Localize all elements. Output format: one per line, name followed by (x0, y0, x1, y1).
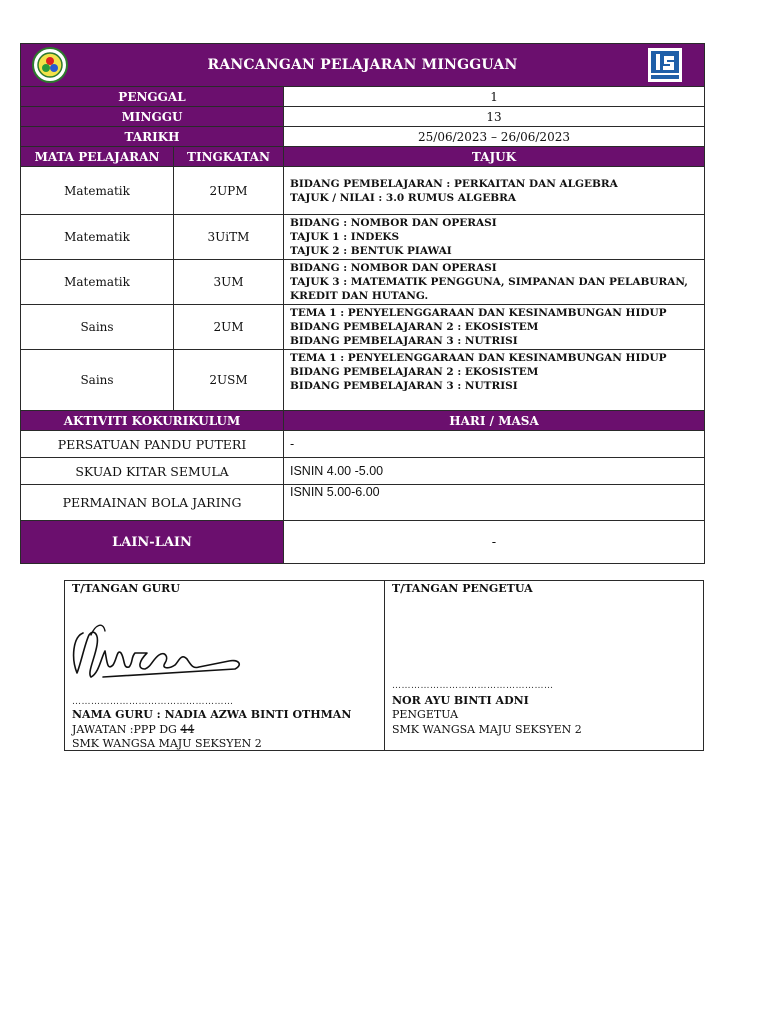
lesson-row (21, 167, 705, 215)
lesson-topic (284, 215, 705, 260)
topic-line: TAJUK 3 : MATEMATIK PENGGUNA, SIMPANAN DAN PELABURAN, (290, 276, 688, 288)
lesson-subject: Matematik (21, 260, 174, 305)
school-logo-icon (31, 47, 69, 83)
penggal-row (21, 87, 705, 107)
topic-line: BIDANG PEMBELAJARAN 2 : EKOSISTEM (290, 366, 539, 378)
activity-name: SKUAD KITAR SEMULA (21, 458, 284, 485)
topic-line: BIDANG : NOMBOR DAN OPERASI (290, 262, 497, 274)
minggu-value: 13 (284, 107, 705, 127)
page-title: RANCANGAN PELAJARAN MINGGUAN (207, 57, 518, 73)
topic-line: TAJUK / NILAI : 3.0 RUMUS ALGEBRA (290, 191, 516, 204)
topic-line: BIDANG : NOMBOR DAN OPERASI (290, 217, 497, 229)
activity-row (21, 458, 705, 485)
topic-line: BIDANG PEMBELAJARAN : PERKAITAN DAN ALGEBRA (290, 177, 618, 190)
column-header-row (21, 147, 705, 167)
penggal-value: 1 (284, 87, 705, 107)
title-cell (21, 44, 705, 87)
lesson-form: 3UM (174, 260, 284, 305)
tarikh-row (21, 127, 705, 147)
principal-name: NOR AYU BINTI ADNI (392, 694, 529, 707)
column-header-form: TINGKATAN (174, 147, 284, 167)
activity-row (21, 485, 705, 521)
topic-line: BIDANG PEMBELAJARAN 3 : NUTRISI (290, 335, 518, 347)
topic-line: TAJUK 1 : INDEKS (290, 231, 400, 243)
tarikh-value: 25/06/2023 – 26/06/2023 (284, 127, 705, 147)
activity-name: PERMAINAN BOLA JARING (21, 485, 284, 521)
teacher-position-prefix: JAWATAN :PPP DG (72, 723, 181, 736)
lesson-topic (284, 167, 705, 215)
activities-header-label: AKTIVITI KOKURIKULUM (21, 411, 284, 431)
lesson-form: 2UM (174, 305, 284, 350)
topic-line: BIDANG PEMBELAJARAN 2 : EKOSISTEM (290, 321, 539, 333)
penggal-label: PENGGAL (21, 87, 284, 107)
lesson-subject: Matematik (21, 167, 174, 215)
lesson-subject: Sains (21, 350, 174, 411)
lesson-topic (284, 260, 705, 305)
lesson-row (21, 215, 705, 260)
lesson-topic (284, 305, 705, 350)
topic-line: KREDIT DAN HUTANG. (290, 290, 429, 302)
teacher-signature-line: …………………………………………… (72, 697, 234, 707)
principal-signature-section (385, 581, 704, 750)
topic-line: TEMA 1 : PENYELENGGARAAN DAN KESINAMBUNGAN HIDUP (290, 307, 667, 319)
teacher-name: NAMA GURU : NADIA AZWA BINTI OTHMAN (72, 708, 352, 721)
minggu-row (21, 107, 705, 127)
topic-line: BIDANG PEMBELAJARAN 3 : NUTRISI (290, 380, 518, 392)
topic-line: TEMA 1 : PENYELENGGARAAN DAN KESINAMBUNGAN HIDUP (290, 352, 667, 364)
signature-box (64, 580, 704, 751)
principal-signature-heading: T/TANGAN PENGETUA (392, 582, 533, 595)
principal-signature-line: …………………………………………… (392, 681, 554, 691)
activities-header-time: HARI / MASA (284, 411, 705, 431)
teacher-signature-image (69, 603, 245, 685)
lesson-plan-sheet (20, 43, 704, 564)
tarikh-label: TARIKH (21, 127, 284, 147)
lesson-row (21, 260, 705, 305)
teacher-school: SMK WANGSA MAJU SEKSYEN 2 (72, 737, 262, 750)
lain-lain-label: LAIN-LAIN (21, 521, 284, 564)
activities-header-row (21, 411, 705, 431)
lesson-subject: Matematik (21, 215, 174, 260)
minggu-label: MINGGU (21, 107, 284, 127)
activity-time: ISNIN 5.00-6.00 (284, 485, 705, 521)
lesson-row (21, 350, 705, 411)
lesson-form: 2UPM (174, 167, 284, 215)
activity-time: ISNIN 4.00 -5.00 (284, 458, 705, 485)
activity-row (21, 431, 705, 458)
lesson-form: 3UiTM (174, 215, 284, 260)
lesson-form: 2USM (174, 350, 284, 411)
lain-lain-value: - (284, 521, 705, 564)
activity-name: PERSATUAN PANDU PUTERI (21, 431, 284, 458)
topic-line: TAJUK 2 : BENTUK PIAWAI (290, 245, 452, 257)
teacher-position-grade: 44 (180, 723, 195, 736)
activity-time: - (284, 431, 705, 458)
lesson-subject: Sains (21, 305, 174, 350)
title-row (21, 44, 705, 87)
lain-lain-row (21, 521, 705, 564)
principal-school: SMK WANGSA MAJU SEKSYEN 2 (392, 723, 582, 736)
column-header-topic: TAJUK (284, 147, 705, 167)
teacher-position (72, 723, 194, 736)
principal-title: PENGETUA (392, 708, 459, 721)
lesson-plan-table (20, 43, 705, 564)
lesson-topic (284, 350, 705, 411)
teacher-signature-section (65, 581, 385, 750)
teacher-signature-heading: T/TANGAN GURU (72, 582, 180, 595)
lesson-row (21, 305, 705, 350)
ministry-logo-icon (648, 48, 682, 82)
column-header-subject: MATA PELAJARAN (21, 147, 174, 167)
